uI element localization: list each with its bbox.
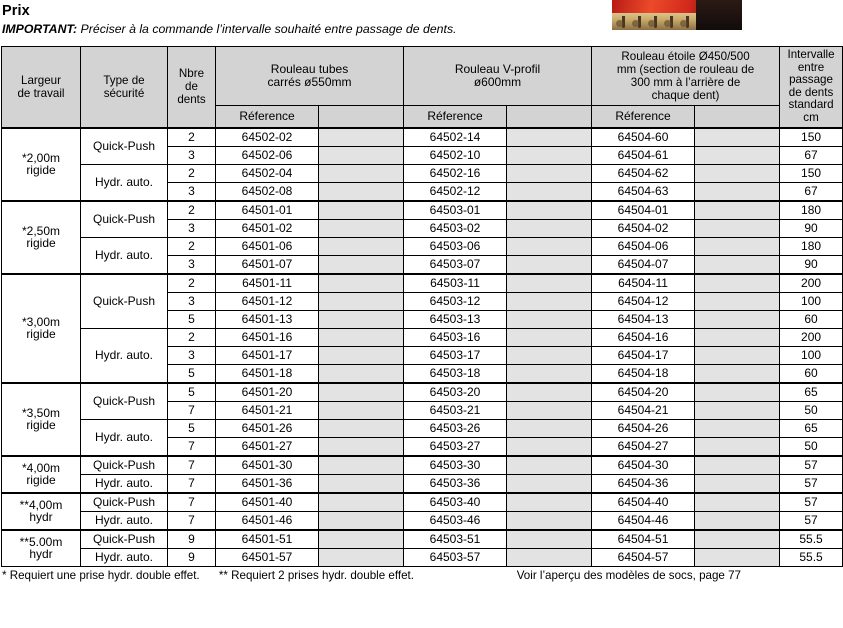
- document-footer: [2, 569, 743, 587]
- machine-photo: [612, 0, 742, 30]
- cell-reference-tubes: 64502-04: [216, 164, 319, 182]
- cell-teeth: 5: [168, 364, 216, 383]
- cell-price-star[interactable]: [695, 364, 780, 383]
- cell-interval: 57: [780, 493, 843, 512]
- cell-price-v[interactable]: [507, 128, 592, 147]
- cell-teeth: 2: [168, 201, 216, 220]
- cell-teeth: 7: [168, 456, 216, 475]
- cell-security: Quick-Push: [81, 128, 168, 165]
- cell-interval: 150: [780, 164, 843, 182]
- col-header-security-line1: Type de: [103, 73, 145, 87]
- cell-price-tubes[interactable]: [319, 493, 404, 512]
- col-header-teeth-line3: dents: [177, 93, 206, 107]
- cell-reference-tubes: 64501-36: [216, 474, 319, 493]
- table-row: [2, 456, 843, 475]
- cell-security: Quick-Push: [81, 493, 168, 512]
- cell-security: Hydr. auto.: [81, 474, 168, 493]
- cell-width-line1: **5.00m: [19, 534, 63, 549]
- cell-price-star[interactable]: [695, 164, 780, 182]
- cell-price-star[interactable]: [695, 383, 780, 402]
- cell-price-star[interactable]: [695, 201, 780, 220]
- cell-price-tubes[interactable]: [319, 437, 404, 456]
- col-header-teeth-line2: de: [185, 80, 198, 94]
- col-header-interval: [780, 47, 843, 128]
- cell-width-line2: rigide: [26, 418, 56, 433]
- cell-reference-star: 64504-26: [592, 419, 695, 437]
- cell-reference-tubes: 64502-02: [216, 128, 319, 147]
- cell-price-star[interactable]: [695, 474, 780, 493]
- cell-price-v[interactable]: [507, 383, 592, 402]
- cell-price-tubes[interactable]: [319, 219, 404, 237]
- cell-price-v[interactable]: [507, 219, 592, 237]
- cell-reference-star: 64504-40: [592, 493, 695, 512]
- cell-teeth: 3: [168, 292, 216, 310]
- cell-teeth: 5: [168, 310, 216, 328]
- cell-price-star[interactable]: [695, 237, 780, 255]
- table-row: [2, 474, 843, 493]
- cell-security: Quick-Push: [81, 201, 168, 238]
- cell-security: Hydr. auto.: [81, 328, 168, 383]
- cell-teeth: 3: [168, 219, 216, 237]
- cell-reference-star: 64504-57: [592, 548, 695, 566]
- cell-price-star[interactable]: [695, 219, 780, 237]
- cell-interval: 67: [780, 146, 843, 164]
- photo-soil-blob: [616, 20, 623, 27]
- col-header-price-tubes: [319, 105, 404, 127]
- cell-interval: 90: [780, 219, 843, 237]
- photo-soil-blob: [664, 20, 671, 27]
- table-body: [2, 128, 843, 567]
- cell-reference-tubes: 64501-20: [216, 383, 319, 402]
- photo-soil-blob: [632, 20, 639, 27]
- cell-width: [2, 530, 81, 567]
- cell-teeth: 7: [168, 437, 216, 456]
- cell-width-line1: *4,00m: [21, 460, 61, 475]
- cell-price-tubes[interactable]: [319, 456, 404, 475]
- cell-price-tubes[interactable]: [319, 364, 404, 383]
- cell-teeth: 9: [168, 530, 216, 549]
- table-row: [2, 419, 843, 437]
- cell-teeth: 3: [168, 255, 216, 274]
- cell-price-tubes[interactable]: [319, 146, 404, 164]
- cell-price-star[interactable]: [695, 328, 780, 346]
- cell-reference-star: 64504-02: [592, 219, 695, 237]
- cell-interval: 100: [780, 346, 843, 364]
- cell-reference-tubes: 64501-17: [216, 346, 319, 364]
- cell-price-v[interactable]: [507, 237, 592, 255]
- cell-reference-v: 64503-16: [404, 328, 507, 346]
- important-note-lead: IMPORTANT:: [2, 22, 78, 36]
- cell-price-v[interactable]: [507, 274, 592, 293]
- cell-price-star[interactable]: [695, 511, 780, 530]
- col-header-roller-tubes-line1: Rouleau tubes: [270, 62, 349, 77]
- table-row: [2, 383, 843, 402]
- cell-interval: 100: [780, 292, 843, 310]
- cell-width-line2: hydr: [29, 547, 53, 562]
- cell-interval: 50: [780, 437, 843, 456]
- cell-security: Hydr. auto.: [81, 548, 168, 566]
- cell-security: Quick-Push: [81, 530, 168, 549]
- cell-reference-tubes: 64501-40: [216, 493, 319, 512]
- price-table: [1, 46, 843, 567]
- table-row: [2, 548, 843, 566]
- cell-security: Quick-Push: [81, 456, 168, 475]
- cell-reference-v: 64503-36: [404, 474, 507, 493]
- cell-security: Quick-Push: [81, 383, 168, 420]
- cell-width-line1: *2,50m: [21, 223, 61, 238]
- col-header-roller-v: [404, 47, 592, 106]
- cell-security: Quick-Push: [81, 274, 168, 329]
- cell-price-v[interactable]: [507, 310, 592, 328]
- cell-teeth: 3: [168, 182, 216, 201]
- cell-security: Hydr. auto.: [81, 511, 168, 530]
- cell-reference-tubes: 64502-08: [216, 182, 319, 201]
- cell-reference-star: 64504-46: [592, 511, 695, 530]
- cell-reference-v: 64503-07: [404, 255, 507, 274]
- cell-width: [2, 383, 81, 456]
- cell-reference-tubes: 64501-06: [216, 237, 319, 255]
- cell-reference-v: 64503-06: [404, 237, 507, 255]
- col-header-roller-tubes: [216, 47, 404, 106]
- cell-reference-star: 64504-18: [592, 364, 695, 383]
- cell-width: [2, 201, 81, 274]
- photo-shadow: [696, 0, 742, 30]
- cell-price-v[interactable]: [507, 346, 592, 364]
- cell-price-tubes[interactable]: [319, 328, 404, 346]
- cell-interval: 57: [780, 511, 843, 530]
- cell-reference-tubes: 64501-57: [216, 548, 319, 566]
- cell-interval: 180: [780, 201, 843, 220]
- cell-price-star[interactable]: [695, 456, 780, 475]
- col-header-roller-v-line1: Rouleau V-profil: [454, 62, 541, 77]
- cell-interval: 65: [780, 419, 843, 437]
- cell-price-star[interactable]: [695, 437, 780, 456]
- cell-security: Hydr. auto.: [81, 237, 168, 274]
- col-header-roller-star-line2: mm (section de rouleau de: [616, 62, 755, 76]
- cell-price-v[interactable]: [507, 456, 592, 475]
- col-header-interval-line4: de dents: [788, 85, 834, 99]
- cell-price-star[interactable]: [695, 530, 780, 549]
- table-row: [2, 237, 843, 255]
- cell-reference-tubes: 64501-51: [216, 530, 319, 549]
- cell-price-tubes[interactable]: [319, 383, 404, 402]
- cell-reference-tubes: 64501-01: [216, 201, 319, 220]
- cell-price-tubes[interactable]: [319, 274, 404, 293]
- col-header-teeth: [168, 47, 216, 128]
- cell-price-v[interactable]: [507, 511, 592, 530]
- cell-interval: 57: [780, 456, 843, 475]
- cell-width-line1: **4,00m: [19, 497, 63, 512]
- header-row-main: [2, 47, 843, 106]
- cell-price-tubes[interactable]: [319, 530, 404, 549]
- cell-price-v[interactable]: [507, 437, 592, 456]
- table-row: [2, 328, 843, 346]
- cell-teeth: 9: [168, 548, 216, 566]
- cell-reference-star: 64504-12: [592, 292, 695, 310]
- cell-reference-v: 64503-01: [404, 201, 507, 220]
- cell-price-v[interactable]: [507, 364, 592, 383]
- cell-price-star[interactable]: [695, 548, 780, 566]
- cell-reference-v: 64503-13: [404, 310, 507, 328]
- col-header-reference-star: Réference: [592, 105, 695, 127]
- cell-interval: 67: [780, 182, 843, 201]
- col-header-roller-v-line2: ø600mm: [473, 74, 522, 89]
- cell-reference-v: 64503-57: [404, 548, 507, 566]
- cell-reference-star: 64504-20: [592, 383, 695, 402]
- cell-price-v[interactable]: [507, 201, 592, 220]
- cell-reference-tubes: 64501-16: [216, 328, 319, 346]
- cell-price-star[interactable]: [695, 146, 780, 164]
- cell-price-v[interactable]: [507, 182, 592, 201]
- cell-price-star[interactable]: [695, 419, 780, 437]
- cell-reference-v: 64503-02: [404, 219, 507, 237]
- table-row: [2, 128, 843, 147]
- col-header-width: [2, 47, 81, 128]
- cell-security: Hydr. auto.: [81, 164, 168, 201]
- cell-interval: 60: [780, 364, 843, 383]
- cell-width-line2: rigide: [26, 473, 56, 488]
- cell-reference-tubes: 64501-27: [216, 437, 319, 456]
- cell-reference-tubes: 64501-02: [216, 219, 319, 237]
- cell-interval: 50: [780, 401, 843, 419]
- col-header-teeth-line1: Nbre: [178, 67, 205, 81]
- cell-reference-star: 64504-06: [592, 237, 695, 255]
- cell-teeth: 2: [168, 274, 216, 293]
- cell-width-line2: rigide: [26, 327, 56, 342]
- cell-price-tubes[interactable]: [319, 474, 404, 493]
- footer-see-also: Voir l’aperçu des modèles de socs, page 77: [516, 568, 741, 582]
- cell-security: Hydr. auto.: [81, 419, 168, 456]
- cell-teeth: 5: [168, 419, 216, 437]
- col-header-price-star: [695, 105, 780, 127]
- cell-interval: 55.5: [780, 548, 843, 566]
- cell-interval: 180: [780, 237, 843, 255]
- cell-reference-tubes: 64501-07: [216, 255, 319, 274]
- cell-price-tubes[interactable]: [319, 548, 404, 566]
- cell-width: [2, 493, 81, 530]
- cell-teeth: 7: [168, 474, 216, 493]
- cell-reference-star: 64504-11: [592, 274, 695, 293]
- cell-interval: 60: [780, 310, 843, 328]
- cell-reference-v: 64503-27: [404, 437, 507, 456]
- cell-price-v[interactable]: [507, 292, 592, 310]
- footnote-single-star: * Requiert une prise hydr. double effet.: [2, 568, 200, 582]
- cell-reference-v: 64503-12: [404, 292, 507, 310]
- col-header-roller-star-line4: chaque dent): [651, 88, 720, 102]
- cell-reference-v: 64503-17: [404, 346, 507, 364]
- col-header-reference-tubes: Réference: [216, 105, 319, 127]
- table-row: [2, 493, 843, 512]
- cell-price-tubes[interactable]: [319, 346, 404, 364]
- cell-width-line2: rigide: [26, 163, 56, 178]
- col-header-interval-line6: cm: [803, 110, 819, 124]
- cell-price-tubes[interactable]: [319, 511, 404, 530]
- cell-price-tubes[interactable]: [319, 401, 404, 419]
- cell-price-v[interactable]: [507, 548, 592, 566]
- cell-reference-tubes: 64501-13: [216, 310, 319, 328]
- cell-width-line2: rigide: [26, 236, 56, 251]
- footnote-double-star: ** Requiert 2 prises hydr. double effet.: [218, 568, 414, 582]
- cell-reference-v: 64503-21: [404, 401, 507, 419]
- cell-reference-star: 64504-61: [592, 146, 695, 164]
- col-header-roller-star: [592, 47, 780, 106]
- cell-price-v[interactable]: [507, 419, 592, 437]
- col-header-roller-star-line1: Rouleau étoile Ø450/500: [621, 49, 750, 63]
- cell-reference-star: 64504-07: [592, 255, 695, 274]
- cell-reference-star: 64504-16: [592, 328, 695, 346]
- table-header: [2, 47, 843, 128]
- cell-interval: 55.5: [780, 530, 843, 549]
- cell-price-tubes[interactable]: [319, 201, 404, 220]
- cell-reference-star: 64504-17: [592, 346, 695, 364]
- cell-interval: 200: [780, 274, 843, 293]
- cell-interval: 90: [780, 255, 843, 274]
- cell-price-star[interactable]: [695, 292, 780, 310]
- cell-teeth: 2: [168, 164, 216, 182]
- cell-reference-tubes: 64501-12: [216, 292, 319, 310]
- cell-width-line1: *2,00m: [21, 150, 61, 165]
- cell-price-v[interactable]: [507, 146, 592, 164]
- col-header-price-v: [507, 105, 592, 127]
- cell-price-tubes[interactable]: [319, 292, 404, 310]
- cell-reference-star: 64504-21: [592, 401, 695, 419]
- col-header-reference-v: Réference: [404, 105, 507, 127]
- cell-price-v[interactable]: [507, 530, 592, 549]
- cell-price-tubes[interactable]: [319, 310, 404, 328]
- cell-reference-tubes: 64501-18: [216, 364, 319, 383]
- cell-reference-v: 64502-16: [404, 164, 507, 182]
- cell-reference-tubes: 64501-46: [216, 511, 319, 530]
- cell-price-tubes[interactable]: [319, 419, 404, 437]
- cell-price-star[interactable]: [695, 182, 780, 201]
- cell-width-line1: *3,00m: [21, 314, 61, 329]
- cell-reference-tubes: 64501-30: [216, 456, 319, 475]
- cell-width: [2, 274, 81, 383]
- col-header-width-line2: de travail: [17, 86, 65, 100]
- cell-price-star[interactable]: [695, 274, 780, 293]
- table-row: [2, 164, 843, 182]
- cell-reference-tubes: 64501-26: [216, 419, 319, 437]
- col-header-security-line2: sécurité: [103, 86, 145, 100]
- cell-price-tubes[interactable]: [319, 182, 404, 201]
- cell-price-star[interactable]: [695, 493, 780, 512]
- cell-price-star[interactable]: [695, 346, 780, 364]
- cell-reference-v: 64502-10: [404, 146, 507, 164]
- cell-teeth: 5: [168, 383, 216, 402]
- cell-teeth: 3: [168, 346, 216, 364]
- cell-reference-v: 64503-20: [404, 383, 507, 402]
- cell-width-line1: *3,50m: [21, 405, 61, 420]
- cell-reference-v: 64503-26: [404, 419, 507, 437]
- col-header-roller-star-line3: 300 mm à l’arrière de: [630, 75, 741, 89]
- cell-teeth: 7: [168, 511, 216, 530]
- document-header: [0, 0, 743, 46]
- cell-reference-tubes: 64502-06: [216, 146, 319, 164]
- cell-reference-star: 64504-63: [592, 182, 695, 201]
- cell-price-tubes[interactable]: [319, 128, 404, 147]
- cell-reference-star: 64504-01: [592, 201, 695, 220]
- cell-price-v[interactable]: [507, 255, 592, 274]
- footer-notes: [2, 569, 414, 582]
- cell-reference-v: 64503-40: [404, 493, 507, 512]
- cell-interval: 200: [780, 328, 843, 346]
- table-row: [2, 511, 843, 530]
- cell-width: [2, 456, 81, 493]
- cell-teeth: 2: [168, 237, 216, 255]
- cell-price-v[interactable]: [507, 164, 592, 182]
- cell-price-v[interactable]: [507, 328, 592, 346]
- cell-width: [2, 128, 81, 201]
- cell-reference-star: 64504-27: [592, 437, 695, 456]
- cell-reference-tubes: 64501-11: [216, 274, 319, 293]
- col-header-roller-tubes-line2: carrés ø550mm: [267, 74, 352, 89]
- col-header-interval-line3: passage: [789, 73, 833, 87]
- cell-teeth: 7: [168, 493, 216, 512]
- cell-reference-tubes: 64501-21: [216, 401, 319, 419]
- page-title: Prix: [2, 3, 30, 19]
- cell-interval: 57: [780, 474, 843, 493]
- cell-price-star[interactable]: [695, 310, 780, 328]
- cell-price-tubes[interactable]: [319, 255, 404, 274]
- col-header-interval-line2: entre: [797, 60, 825, 74]
- photo-soil-blob: [680, 20, 687, 27]
- cell-reference-v: 64503-11: [404, 274, 507, 293]
- cell-price-star[interactable]: [695, 255, 780, 274]
- cell-reference-v: 64502-14: [404, 128, 507, 147]
- cell-reference-v: 64503-18: [404, 364, 507, 383]
- cell-reference-star: 64504-60: [592, 128, 695, 147]
- cell-teeth: 2: [168, 128, 216, 147]
- cell-price-star[interactable]: [695, 128, 780, 147]
- cell-reference-v: 64503-30: [404, 456, 507, 475]
- cell-reference-star: 64504-51: [592, 530, 695, 549]
- col-header-width-line1: Largeur: [21, 73, 61, 87]
- cell-price-v[interactable]: [507, 401, 592, 419]
- cell-interval: 65: [780, 383, 843, 402]
- cell-teeth: 3: [168, 146, 216, 164]
- cell-teeth: 2: [168, 328, 216, 346]
- col-header-interval-line5: standard: [788, 98, 834, 112]
- cell-width-line2: hydr: [29, 510, 53, 525]
- cell-reference-v: 64503-51: [404, 530, 507, 549]
- cell-price-tubes[interactable]: [319, 237, 404, 255]
- cell-reference-star: 64504-36: [592, 474, 695, 493]
- cell-interval: 150: [780, 128, 843, 147]
- cell-reference-v: 64503-46: [404, 511, 507, 530]
- important-note-text: Préciser à la commande l’intervalle souhaité entre passage de dents.: [77, 22, 457, 36]
- table-row: [2, 274, 843, 293]
- table-row: [2, 530, 843, 549]
- table-row: [2, 201, 843, 220]
- cell-reference-star: 64504-30: [592, 456, 695, 475]
- col-header-interval-line1: Intervalle: [787, 48, 835, 61]
- cell-price-v[interactable]: [507, 474, 592, 493]
- cell-reference-star: 64504-62: [592, 164, 695, 182]
- photo-soil-blob: [648, 20, 655, 27]
- cell-price-v[interactable]: [507, 493, 592, 512]
- cell-price-tubes[interactable]: [319, 164, 404, 182]
- cell-teeth: 7: [168, 401, 216, 419]
- col-header-security: [81, 47, 168, 128]
- cell-price-star[interactable]: [695, 401, 780, 419]
- cell-reference-star: 64504-13: [592, 310, 695, 328]
- cell-reference-v: 64502-12: [404, 182, 507, 201]
